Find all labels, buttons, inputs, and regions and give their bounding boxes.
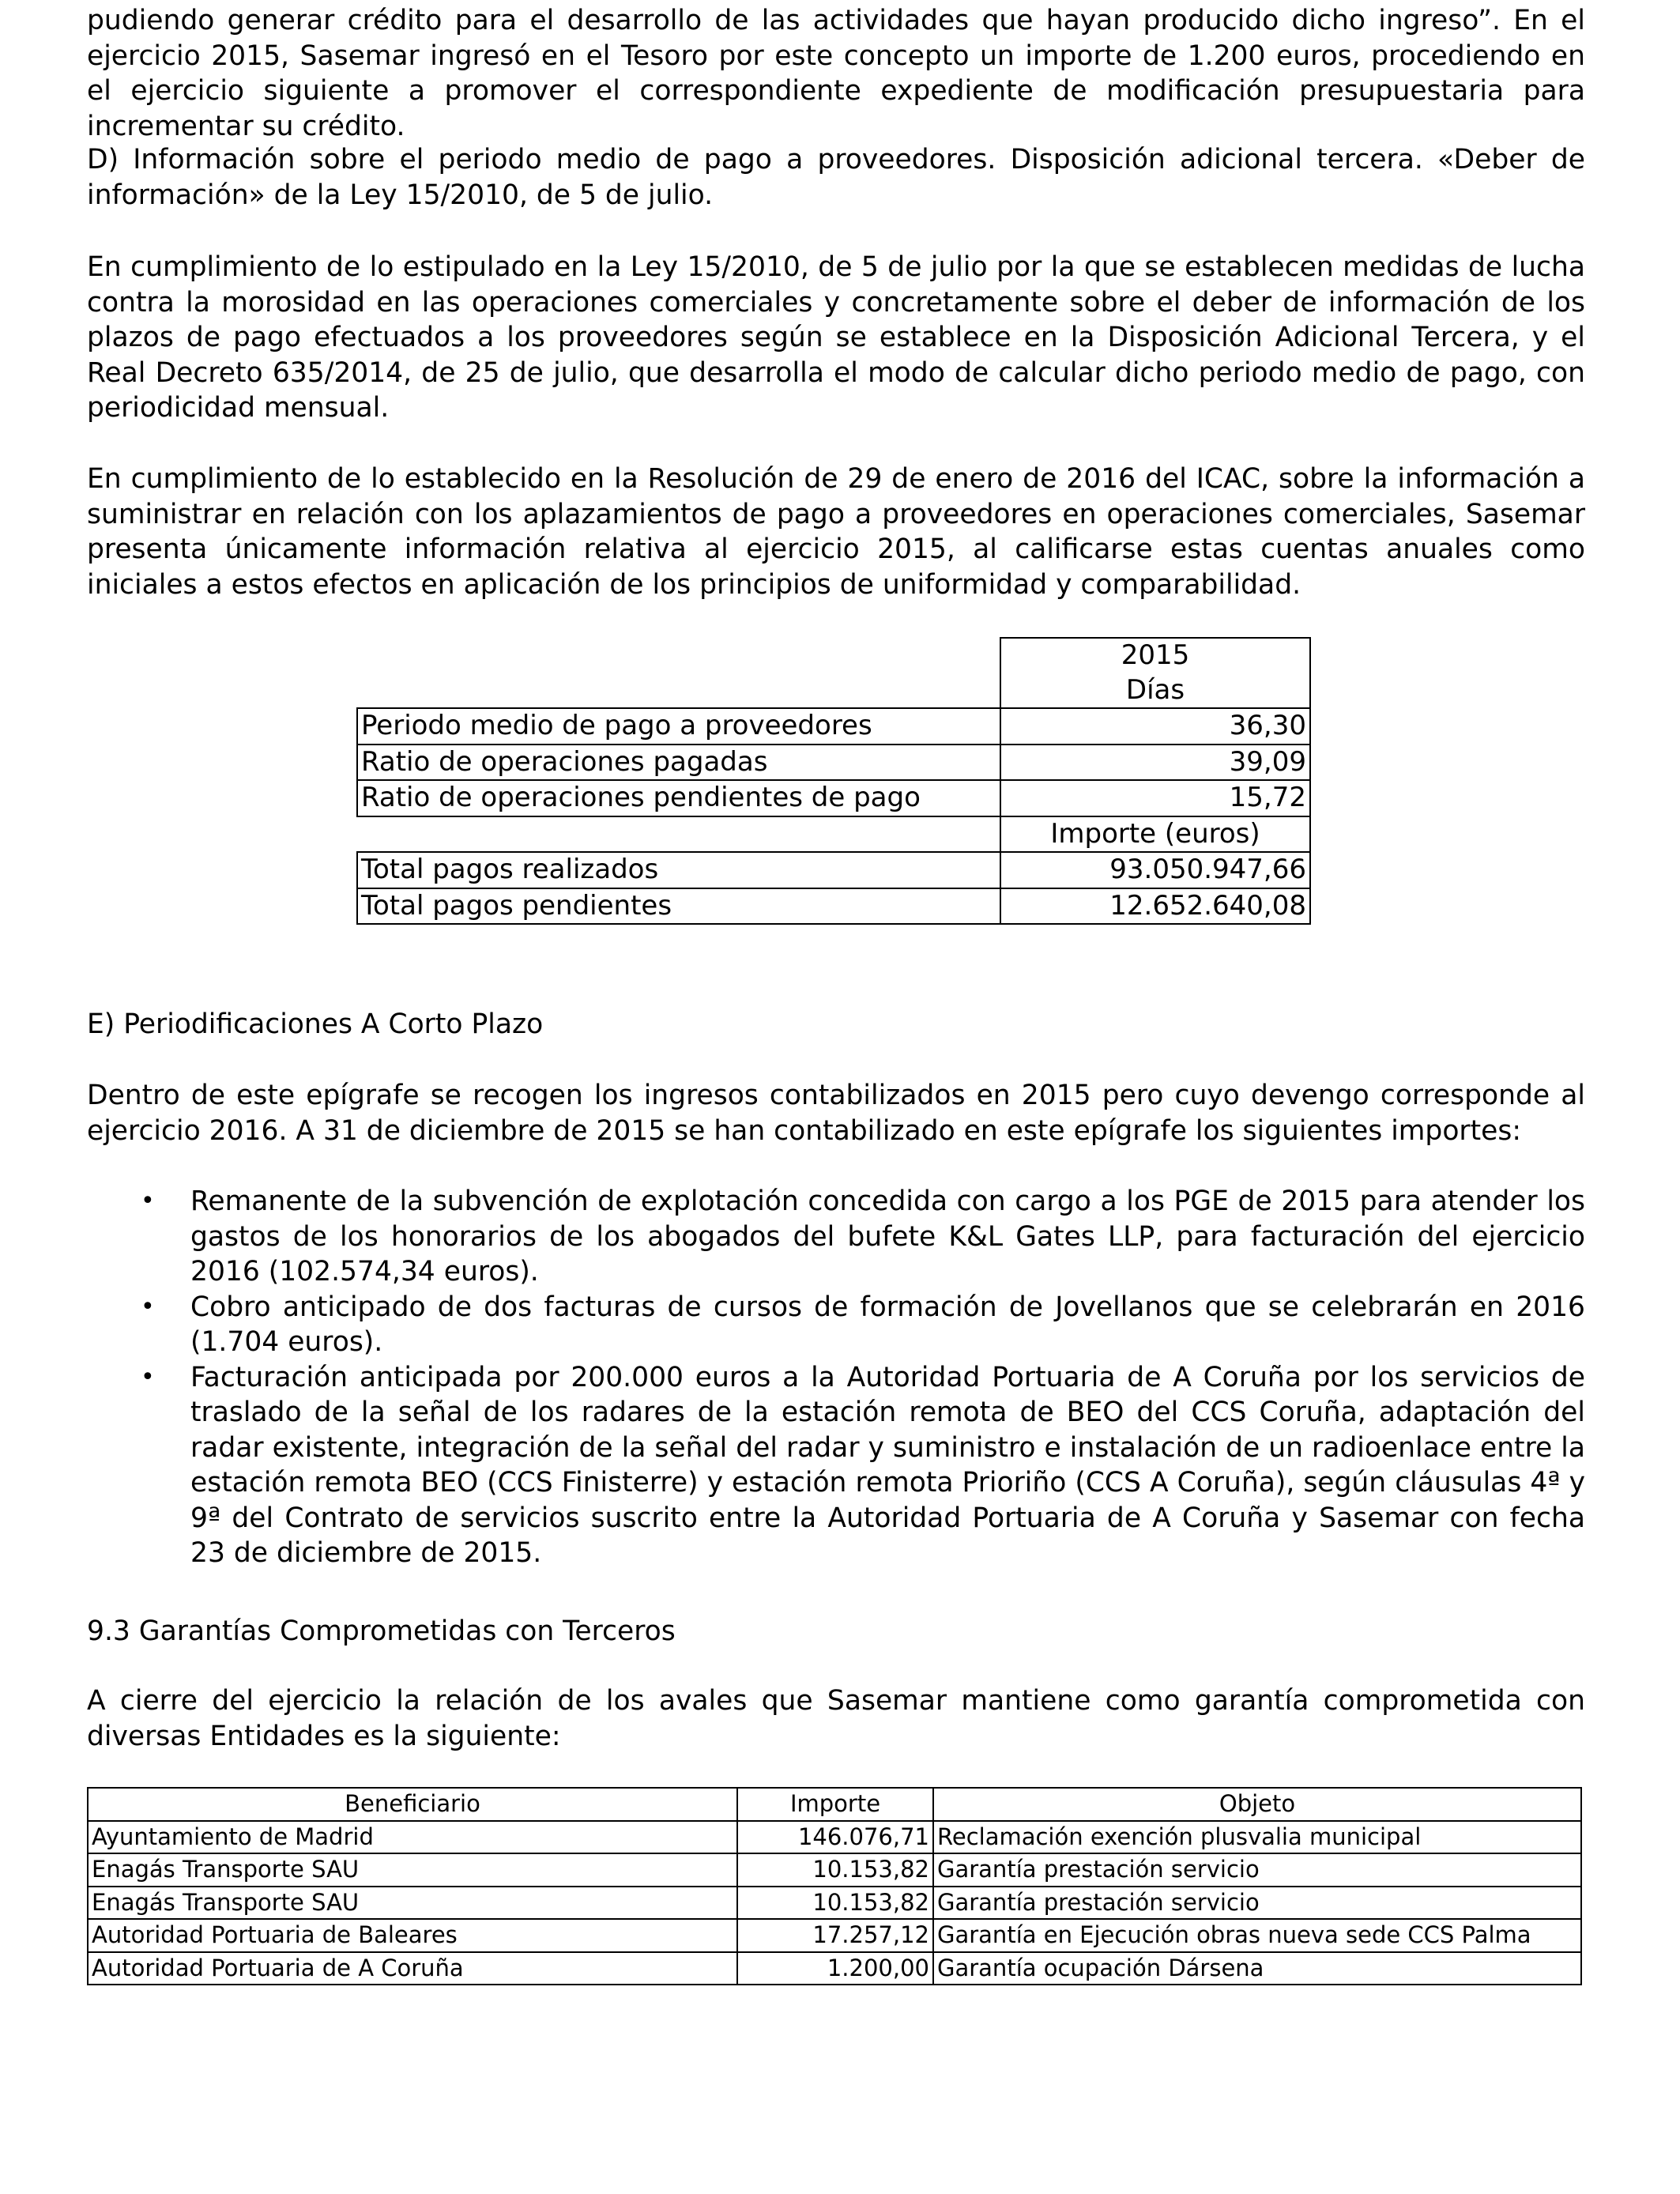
table-row [357, 888, 1310, 925]
list-item [87, 1290, 1585, 1360]
beneficiario-cell: Ayuntamiento de Madrid [88, 1821, 737, 1854]
section-93-heading: 9.3 Garantías Comprometidas con Terceros [87, 1615, 676, 1647]
row-value: 39,09 [1000, 745, 1310, 781]
importe-cell: 10.153,82 [737, 1853, 933, 1887]
table-row [357, 745, 1310, 781]
table-row [357, 780, 1310, 816]
header-importe: Importe [737, 1788, 933, 1821]
beneficiario-cell: Autoridad Portuaria de Baleares [88, 1919, 737, 1952]
section-93-body: A cierre del ejercicio la relación de los avales que Sasemar mantiene como garantía comprometida con diversas Entidades es la siguiente: [87, 1685, 1585, 1752]
row-value: 36,30 [1000, 708, 1310, 745]
unit-amount-header: Importe (euros) [1000, 816, 1310, 853]
table-row [88, 1853, 1581, 1887]
row-value: 12.652.640,08 [1000, 888, 1310, 925]
row-label: Periodo medio de pago a proveedores [357, 708, 1000, 745]
section-e-heading: E) Periodificaciones A Corto Plazo [87, 1008, 544, 1040]
icac-paragraph: En cumplimiento de lo establecido en la Resolución de 29 de enero de 2016 del ICAC, sobre la información a suministrar en relación con los aplazamientos de pago a proveedores en operaciones comerciales, Sasemar presenta únicamente información relativa al ejercicio 2015, al calificarse estas cuentas anuales como iniciales a estos efectos en aplicación de los principios de uniformidad y comparabilidad. [87, 463, 1585, 601]
table-row [88, 1919, 1581, 1952]
list-item-text: Facturación anticipada por 200.000 euros a la Autoridad Portuaria de A Coruña por los servicios de traslado de la señal de los radares de la estación remota de BEO del CCS Coruña, adaptación del radar existente, integración de la señal del radar y suministro e instalación de un radioenlace entre la estación remota BEO (CCS Finisterre) y estación remota Prioriño (CCS A Coruña), según cláusulas 4ª y 9ª del Contrato de servicios suscrito entre la Autoridad Portuaria de A Coruña y Sasemar con fecha 23 de diciembre de 2015. [190, 1361, 1585, 1569]
beneficiario-cell: Enagás Transporte SAU [88, 1887, 737, 1920]
table-row [88, 1887, 1581, 1920]
objeto-cell: Reclamación exención plusvalia municipal [933, 1821, 1581, 1854]
bullet-icon: • [141, 1292, 155, 1321]
payment-period-table [356, 637, 1311, 925]
bullet-icon: • [141, 1363, 155, 1391]
list-item-text: Cobro anticipado de dos facturas de cursos de formación de Jovellanos que se celebrarán en 2016 (1.704 euros). [190, 1291, 1585, 1358]
objeto-cell: Garantía prestación servicio [933, 1853, 1581, 1887]
bullet-icon: • [141, 1187, 155, 1215]
header-beneficiario: Beneficiario [88, 1788, 737, 1821]
section-d-heading: D) Información sobre el periodo medio de pago a proveedores. Disposición adicional tercera. «Deber de información» de la Ley 15/2010, de 5 de julio. [87, 144, 1585, 211]
header-objeto: Objeto [933, 1788, 1581, 1821]
list-item [87, 1184, 1585, 1290]
row-label: Ratio de operaciones pendientes de pago [357, 780, 1000, 816]
importe-cell: 1.200,00 [737, 1952, 933, 1985]
accruals-list [87, 1184, 1585, 1571]
objeto-cell: Garantía prestación servicio [933, 1887, 1581, 1920]
importe-cell: 17.257,12 [737, 1919, 933, 1952]
list-item-text: Remanente de la subvención de explotación concedida con cargo a los PGE de 2015 para atender los gastos de los honorarios de los abogados del bufete K&L Gates LLP, para facturación del ejercicio 2016 (102.574,34 euros). [190, 1186, 1585, 1287]
importe-cell: 146.076,71 [737, 1821, 933, 1854]
table-header-row [88, 1788, 1581, 1821]
list-item [87, 1360, 1585, 1571]
table-row [357, 708, 1310, 745]
beneficiario-cell: Enagás Transporte SAU [88, 1853, 737, 1887]
row-label: Ratio de operaciones pagadas [357, 745, 1000, 781]
unit-days-header: Días [1000, 673, 1310, 709]
table-row [88, 1821, 1581, 1854]
importe-cell: 10.153,82 [737, 1887, 933, 1920]
table-row [88, 1952, 1581, 1985]
objeto-cell: Garantía ocupación Dársena [933, 1952, 1581, 1985]
ley-paragraph: En cumplimiento de lo estipulado en la Ley 15/2010, de 5 de julio por la que se establecen medidas de lucha contra la morosidad en las operaciones comerciales y concretamente sobre el deber de información de los plazos de pago efectuados a los proveedores según se establece en la Disposición Adicional Tercera, y el Real Decreto 635/2014, de 25 de julio, que desarrolla el modo de calcular dicho periodo medio de pago, con periodicidad mensual. [87, 251, 1585, 424]
row-value: 15,72 [1000, 780, 1310, 816]
section-e-body: Dentro de este epígrafe se recogen los ingresos contabilizados en 2015 pero cuyo devengo corresponde al ejercicio 2016. A 31 de diciembre de 2015 se han contabilizado en este epígrafe los siguientes importes: [87, 1080, 1585, 1147]
row-label: Total pagos realizados [357, 852, 1000, 888]
guarantees-table [87, 1787, 1582, 1985]
table-row [357, 852, 1310, 888]
beneficiario-cell: Autoridad Portuaria de A Coruña [88, 1952, 737, 1985]
intro-paragraph: pudiendo generar crédito para el desarrollo de las actividades que hayan producido dicho ingreso”. En el ejercicio 2015, Sasemar ingresó en el Tesoro por este concepto un importe de 1.200 euros, procediendo en el ejercicio siguiente a promover el correspondiente expediente de modificación presupuestaria para incrementar su crédito. [87, 5, 1585, 142]
row-label: Total pagos pendientes [357, 888, 1000, 925]
year-header: 2015 [1000, 638, 1310, 673]
objeto-cell: Garantía en Ejecución obras nueva sede CCS Palma [933, 1919, 1581, 1952]
row-value: 93.050.947,66 [1000, 852, 1310, 888]
